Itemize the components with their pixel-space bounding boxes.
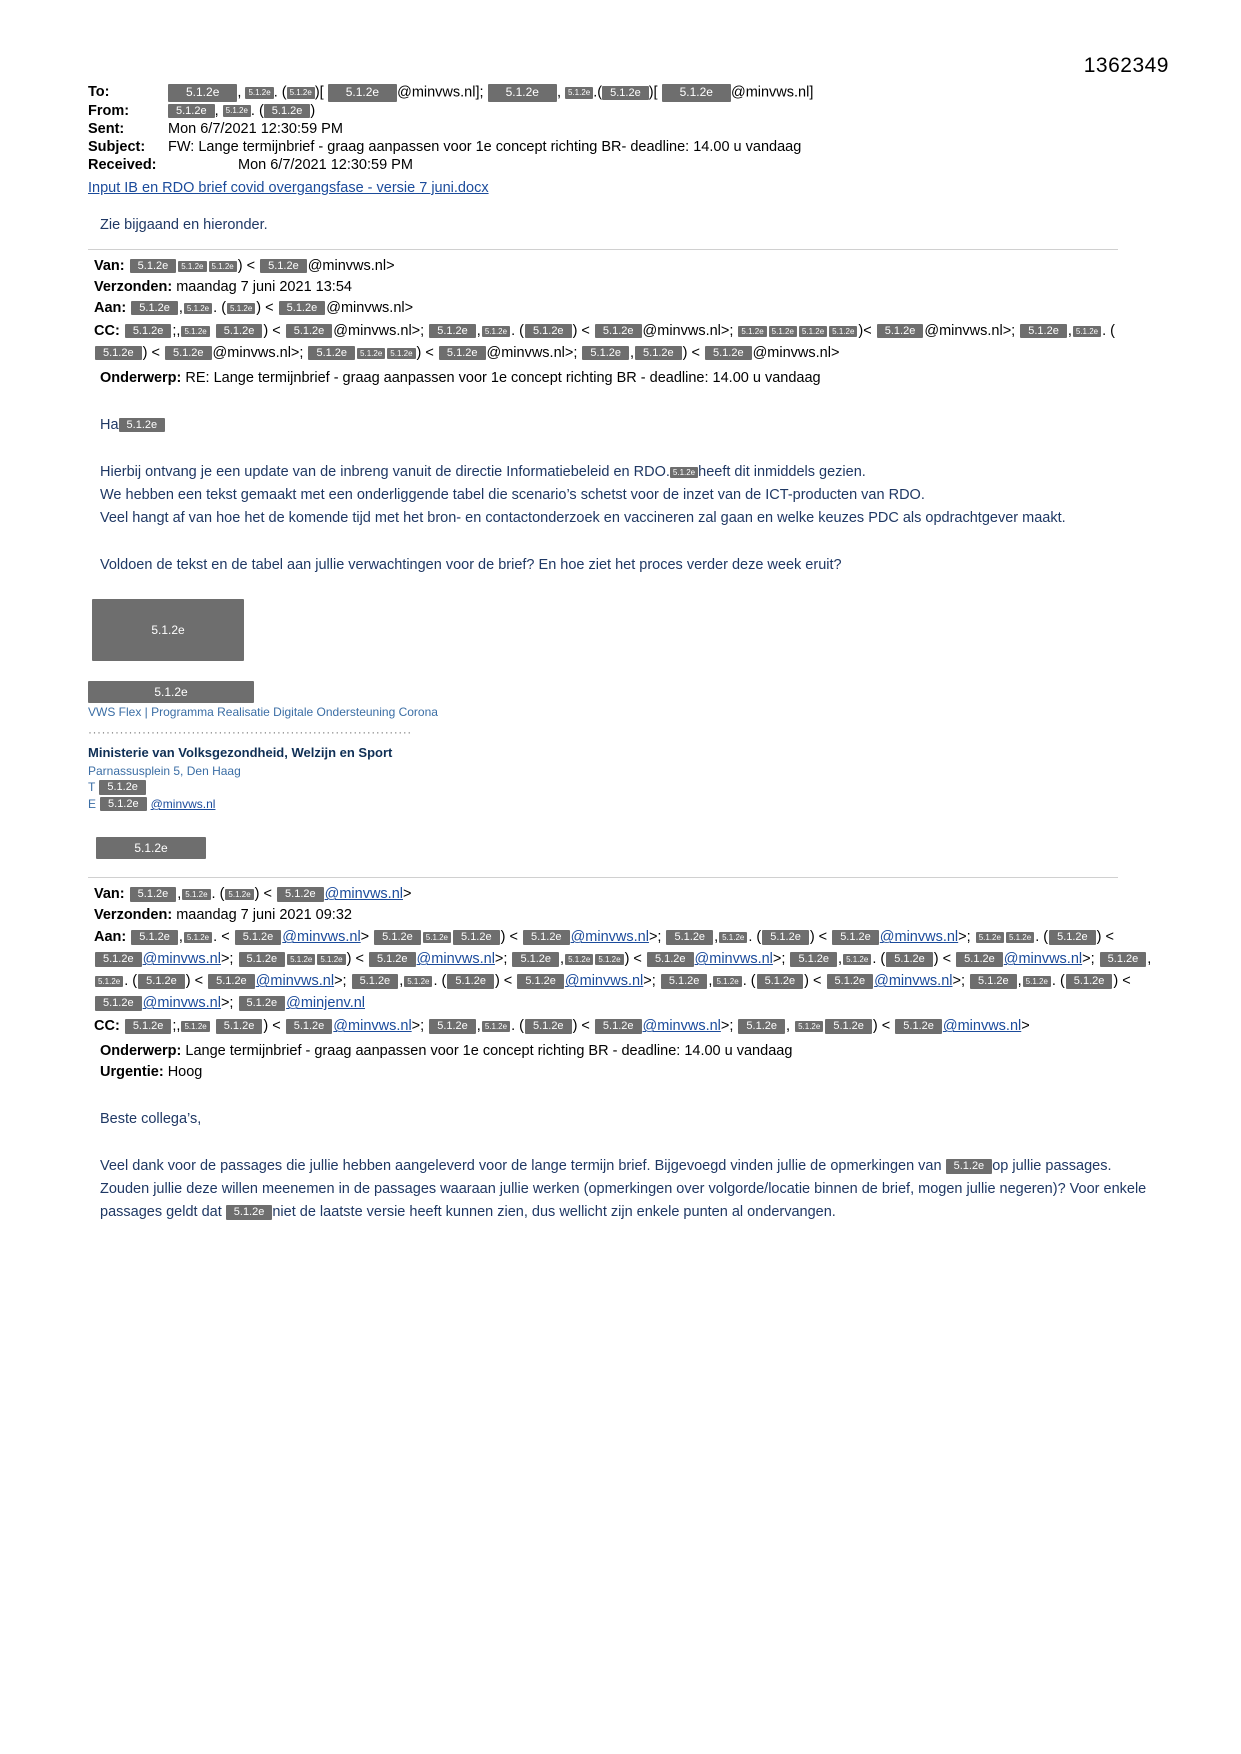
email-header	[88, 84, 1088, 175]
redaction: 5.1.2e	[100, 797, 147, 812]
redaction: 5.1.2e	[95, 346, 142, 361]
domain[interactable]: @minvws.nl	[142, 951, 221, 968]
redaction: 5.1.2e	[595, 1019, 642, 1034]
redaction: 5.1.2e	[287, 87, 315, 98]
subject-label: Subject:	[88, 138, 146, 155]
paragraph-5-text-a: Veel dank voor de passages die jullie hebben aangeleverd voor de lange termijn brief. Bijgevoegd vinden jullie de opmerkingen van	[100, 1158, 942, 1175]
redaction: 5.1.2e	[287, 954, 315, 965]
email-body	[88, 205, 1158, 1224]
onderwerp-line-1	[94, 369, 1158, 388]
sent-value: Mon 6/7/2021 12:30:59 PM	[168, 120, 343, 137]
redaction: 5.1.2e	[131, 930, 178, 945]
redaction: 5.1.2e	[886, 952, 933, 967]
onderwerp-value: Lange termijnbrief - graag aanpassen voor 1e concept richting BR - deadline: 14.00 u vandaag	[185, 1043, 793, 1060]
redaction: 5.1.2e	[131, 301, 178, 316]
verzonden-label: Verzonden:	[94, 907, 173, 924]
urgentie-value: Hoog	[167, 1064, 203, 1081]
redaction: 5.1.2e	[235, 930, 282, 945]
domain: @minvws.nl	[307, 258, 387, 274]
redaction: 5.1.2e	[184, 932, 212, 943]
redaction: 5.1.2e	[790, 952, 837, 967]
quoted-header-1	[88, 256, 1158, 388]
redaction: 5.1.2e	[666, 930, 713, 945]
onderwerp-label: Onderwerp:	[100, 1043, 182, 1060]
redaction: 5.1.2e	[125, 1019, 172, 1034]
redaction: 5.1.2e	[423, 932, 451, 943]
redaction: 5.1.2e	[488, 84, 557, 102]
signature-phone	[88, 780, 1158, 795]
to-value: 5.1.2e , 5.1.2e . ( 5.1.2e )[ 5.1.2e @minvws.nl]; 5.1.2e , 5.1.2e .( 5.1.2e )[ 5.1.2e @minvws.nl]	[168, 84, 1088, 102]
van-label: Van:	[94, 886, 125, 903]
redaction: 5.1.2e	[277, 887, 324, 902]
redaction: 5.1.2e	[1023, 976, 1051, 987]
domain[interactable]: @minvws.nl	[282, 929, 361, 946]
domain: @minvws.nl	[333, 323, 412, 339]
redaction: 5.1.2e	[877, 324, 924, 339]
to-domain-1: @minvws.nl];	[397, 84, 484, 101]
redaction: 5.1.2e	[286, 1019, 333, 1034]
paragraph-4: Voldoen de tekst en de tabel aan jullie verwachtingen voor de brief? En hoe ziet het proces verder deze week eruit?	[100, 557, 842, 573]
redaction: 5.1.2e	[95, 996, 142, 1011]
domain[interactable]: @minvws.nl	[255, 973, 335, 990]
redaction: 5.1.2e	[825, 1019, 872, 1034]
document-number: 1362349	[1083, 54, 1169, 77]
redaction: 5.1.2e	[647, 952, 694, 967]
van-line-1: Van: 5.1.2e 5.1.2e 5.1.2e ) < 5.1.2e @minvws.nl>	[94, 258, 395, 274]
divider	[88, 877, 1118, 878]
redaction: 5.1.2e	[602, 86, 649, 101]
signature-divider: ········································································	[88, 725, 412, 739]
divider	[88, 249, 1118, 250]
signature-ministry: Ministerie van Volksgezondheid, Welzijn en Sport	[88, 745, 393, 760]
verzonden-line-2	[94, 906, 1158, 925]
redaction: 5.1.2e	[512, 952, 559, 967]
cc-line-1: CC: 5.1.2e ;, 5.1.2e 5.1.2e ) < 5.1.2e @minvws.nl>; 5.1.2e , 5.1.2e . ( 5.1.2e ) < 5.1.2e @minvws.nl>; 5.1.2e 5.1.2e 5.1.2e 5.1.2e )< 5.1.2e @minvws.nl>; 5.1.2e , 5.1.2e . (5.1.2e ) < 5.1.2e @minvws.nl>; 5.1.2e 5.1.2e 5.1.2e ) < 5.1.2e @minvws.nl>; 5.1.2e , 5.1.2e ) < 5.1.2e @minvws.nl>	[94, 323, 1116, 361]
email-label: E	[88, 796, 97, 811]
to-label: To:	[88, 84, 110, 100]
signature-org: VWS Flex | Programma Realisatie Digitale Ondersteuning Corona	[88, 705, 438, 719]
redaction: 5.1.2e	[799, 326, 827, 337]
domain: @minvws.nl	[752, 345, 831, 361]
from-label: From:	[88, 102, 130, 119]
header-row-to	[88, 84, 1088, 102]
redaction-logo: 5.1.2e	[96, 837, 206, 859]
header-row-received	[88, 157, 1088, 174]
paragraph-1-text-a: Hierbij ontvang je een update van de inbreng vanuit de directie Informatiebeleid en RDO.	[100, 464, 670, 480]
redaction: 5.1.2e	[895, 1019, 942, 1034]
from-value: 5.1.2e , 5.1.2e . ( 5.1.2e )	[168, 103, 1088, 120]
redaction: 5.1.2e	[223, 105, 251, 116]
redaction: 5.1.2e	[1020, 324, 1067, 339]
redaction: 5.1.2e	[523, 930, 570, 945]
redaction: 5.1.2e	[635, 346, 682, 361]
redaction: 5.1.2e	[208, 974, 255, 989]
domain[interactable]: @minvws.nl	[642, 1018, 721, 1035]
van-line-2: Van: 5.1.2e , 5.1.2e . ( 5.1.2e ) < 5.1.2e @minvws.nl>	[94, 886, 412, 903]
redaction: 5.1.2e	[216, 1019, 263, 1034]
redaction: 5.1.2e	[482, 1021, 510, 1032]
redaction: 5.1.2e	[525, 324, 572, 339]
redaction: 5.1.2e	[738, 1019, 785, 1034]
redaction: 5.1.2e	[661, 974, 708, 989]
domain: @minvws.nl	[924, 323, 1003, 339]
quoted-header-2	[88, 884, 1158, 1082]
domain[interactable]: @minvws.nl	[694, 951, 773, 968]
redaction: 5.1.2e	[130, 259, 177, 274]
verzonden-line-1	[94, 278, 1158, 297]
onderwerp-label: Onderwerp:	[100, 370, 182, 386]
redaction: 5.1.2e	[95, 952, 142, 967]
domain[interactable]: @minvws.nl	[879, 929, 959, 946]
redaction: 5.1.2e	[119, 418, 166, 433]
redaction: 5.1.2e	[705, 346, 752, 361]
redaction: 5.1.2e	[374, 930, 421, 945]
urgentie-label: Urgentie:	[100, 1064, 164, 1081]
onderwerp-value: RE: Lange termijnbrief - graag aanpassen voor 1e concept richting BR - deadline: 14.00 u vandaag	[185, 370, 821, 386]
redaction-image: 5.1.2e	[92, 599, 244, 661]
redaction: 5.1.2e	[439, 346, 486, 361]
redaction: 5.1.2e	[181, 326, 209, 337]
redaction: 5.1.2e	[582, 346, 629, 361]
paragraph-1-text-b: heeft dit inmiddels gezien.	[698, 464, 866, 480]
subject-value: FW: Lange termijnbrief - graag aanpassen voor 1e concept richting BR- deadline: 14.00 u vandaag	[168, 138, 802, 155]
redaction: 5.1.2e	[595, 954, 623, 965]
domain: @minvws.nl	[642, 323, 721, 339]
greeting-2: Beste collega’s,	[100, 1111, 202, 1128]
cc-line-2: CC: 5.1.2e ;, 5.1.2e 5.1.2e ) < 5.1.2e @minvws.nl>; 5.1.2e , 5.1.2e . ( 5.1.2e ) < 5.1.2e @minvws.nl>; 5.1.2e , 5.1.2e 5.1.2e ) < 5.1.2e @minvws.nl>	[94, 1018, 1030, 1035]
redaction: 5.1.2e	[328, 84, 397, 102]
redaction: 5.1.2e	[279, 301, 326, 316]
domain[interactable]: @minvws.nl	[1003, 951, 1083, 968]
attachment-link[interactable]: Input IB en RDO brief covid overgangsfase - versie 7 juni.docx	[88, 180, 489, 196]
aan-line-2: Aan: 5.1.2e , 5.1.2e . < 5.1.2e @minvws.nl> 5.1.2e 5.1.2e 5.1.2e ) < 5.1.2e @minvws.nl>; 5.1.2e , 5.1.2e . ( 5.1.2e ) < 5.1.2e @minvws.nl>; 5.1.2e 5.1.2e . ( 5.1.2e ) < 5.1.2e @minvws.nl>; 5.1.2e 5.1.2e 5.1.2e ) < 5.1.2e @minvws.nl>; 5.1.2e , 5.1.2e 5.1.2e ) < 5.1.2e @minvws.nl>; 5.1.2e , 5.1.2e . ( 5.1.2e ) < 5.1.2e @minvws.nl>; 5.1.2e ,5.1.2e . ( 5.1.2e ) < 5.1.2e @minvws.nl>; 5.1.2e , 5.1.2e . ( 5.1.2e ) < 5.1.2e @minvws.nl>; 5.1.2e , 5.1.2e . ( 5.1.2e ) < 5.1.2e @minvws.nl>; 5.1.2e , 5.1.2e . ( 5.1.2e ) < 5.1.2e @minvws.nl>; 5.1.2e @minjenv.nl	[94, 929, 1152, 1012]
greeting-text: Ha	[100, 417, 119, 433]
redaction: 5.1.2e	[517, 974, 564, 989]
redaction: 5.1.2e	[357, 348, 385, 359]
onderwerp-line-2	[94, 1042, 1158, 1061]
domain[interactable]: @minvws.nl	[564, 973, 644, 990]
aan-label: Aan:	[94, 929, 127, 946]
paragraph-5-text-b: op jullie passages. Zouden jullie deze willen meenemen in de passages waaraan jullie werken (opmerkingen over volgorde/locatie binnen de brief, mogen jullie negeren)? Voor enkele passages geldt dat	[100, 1158, 1147, 1221]
redaction: 5.1.2e	[404, 976, 432, 987]
redaction: 5.1.2e	[209, 261, 237, 272]
redaction: 5.1.2e	[227, 303, 255, 314]
redaction: 5.1.2e	[525, 1019, 572, 1034]
verzonden-value: maandag 7 juni 2021 13:54	[176, 279, 352, 295]
redaction: 5.1.2e	[719, 932, 747, 943]
redaction: 5.1.2e	[565, 87, 593, 98]
aan-line-1: Aan: 5.1.2e , 5.1.2e . ( 5.1.2e ) < 5.1.2e @minvws.nl>	[94, 300, 414, 316]
redaction: 5.1.2e	[239, 996, 286, 1011]
paragraph-5-text-c: niet de laatste versie heeft kunnen zien, dus wellicht zijn enkele punten al ondervangen.	[272, 1204, 836, 1221]
redaction: 5.1.2e	[260, 259, 307, 274]
signature-email	[88, 797, 1158, 812]
redaction: 5.1.2e	[138, 974, 185, 989]
intro-text: Zie bijgaand en hieronder.	[100, 217, 268, 233]
domain-jenv[interactable]: @minjenv.nl	[286, 995, 366, 1012]
signature-address: Parnassusplein 5, Den Haag	[88, 764, 241, 778]
cc-label: CC:	[94, 323, 120, 339]
greeting-1	[88, 414, 1158, 437]
redaction: 5.1.2e	[946, 1159, 993, 1174]
redaction: 5.1.2e	[429, 324, 476, 339]
redaction: 5.1.2e	[738, 326, 766, 337]
redaction: 5.1.2e	[843, 954, 871, 965]
redaction: 5.1.2e	[453, 930, 500, 945]
domain[interactable]: @minvws.nl	[874, 973, 953, 990]
redaction: 5.1.2e	[264, 104, 311, 119]
redaction: 5.1.2e	[832, 930, 879, 945]
redaction: 5.1.2e	[182, 889, 210, 900]
domain[interactable]: @minvws.nl	[324, 886, 403, 903]
paragraph-5	[88, 1155, 1158, 1224]
header-row-subject	[88, 139, 1088, 156]
redaction: 5.1.2e	[970, 974, 1017, 989]
redaction: 5.1.2e	[308, 346, 355, 361]
redaction: 5.1.2e	[429, 1019, 476, 1034]
domain[interactable]: @minvws.nl	[333, 1018, 412, 1035]
redaction: 5.1.2e	[1006, 932, 1034, 943]
redaction: 5.1.2e	[976, 932, 1004, 943]
to-domain-2: @minvws.nl]	[730, 84, 814, 101]
verzonden-label: Verzonden:	[94, 279, 173, 295]
redaction: 5.1.2e	[482, 326, 510, 337]
redaction: 5.1.2e	[184, 303, 212, 314]
redaction: 5.1.2e	[130, 887, 177, 902]
paragraph-1	[88, 461, 1158, 484]
sent-label: Sent:	[88, 120, 125, 137]
redaction: 5.1.2e	[216, 324, 263, 339]
aan-label: Aan:	[94, 300, 127, 316]
redaction: 5.1.2e	[168, 84, 237, 102]
signature-email-domain[interactable]: @minvws.nl	[150, 796, 216, 811]
domain[interactable]: @minvws.nl	[142, 995, 221, 1012]
domain[interactable]: @minvws.nl	[942, 1018, 1022, 1035]
redaction: 5.1.2e	[245, 87, 273, 98]
paragraph-2: We hebben een tekst gemaakt met een onderliggende tabel die scenario’s schetst voor de inzet van de ICT-producten van RDO.	[100, 487, 925, 503]
header-row-from	[88, 103, 1088, 120]
redaction: 5.1.2e	[595, 324, 642, 339]
redaction: 5.1.2e	[827, 974, 874, 989]
redaction: 5.1.2e	[757, 974, 804, 989]
redaction: 5.1.2e	[769, 326, 797, 337]
redaction: 5.1.2e	[225, 889, 253, 900]
redaction: 5.1.2e	[762, 930, 809, 945]
phone-label: T	[88, 780, 96, 795]
redaction: 5.1.2e	[713, 976, 741, 987]
received-label: Received:	[88, 156, 157, 173]
redaction: 5.1.2e	[1066, 974, 1113, 989]
received-value: Mon 6/7/2021 12:30:59 PM	[238, 156, 413, 173]
domain[interactable]: @minvws.nl	[570, 929, 649, 946]
redaction: 5.1.2e	[178, 261, 206, 272]
redaction-signature-name: 5.1.2e	[88, 681, 254, 703]
urgentie-line	[94, 1063, 1158, 1082]
redaction: 5.1.2e	[165, 346, 212, 361]
redaction: 5.1.2e	[226, 1205, 273, 1220]
redaction: 5.1.2e	[181, 1021, 209, 1032]
redaction: 5.1.2e	[662, 84, 731, 102]
redaction: 5.1.2e	[1073, 326, 1101, 337]
redaction: 5.1.2e	[1049, 930, 1096, 945]
domain: @minvws.nl	[212, 345, 291, 361]
redaction: 5.1.2e	[1100, 952, 1147, 967]
redaction: 5.1.2e	[286, 324, 333, 339]
cc-label: CC:	[94, 1018, 120, 1035]
redaction: 5.1.2e	[387, 348, 415, 359]
redaction: 5.1.2e	[795, 1021, 823, 1032]
redaction: 5.1.2e	[447, 974, 494, 989]
verzonden-value: maandag 7 juni 2021 09:32	[176, 907, 352, 924]
van-label: Van:	[94, 258, 125, 274]
redaction: 5.1.2e	[352, 974, 399, 989]
header-row-sent	[88, 121, 1088, 138]
redaction: 5.1.2e	[670, 467, 698, 478]
redaction: 5.1.2e	[369, 952, 416, 967]
redaction: 5.1.2e	[239, 952, 286, 967]
redaction: 5.1.2e	[829, 326, 857, 337]
redaction: 5.1.2e	[125, 324, 172, 339]
redaction: 5.1.2e	[956, 952, 1003, 967]
redaction: 5.1.2e	[565, 954, 593, 965]
domain: @minvws.nl	[486, 345, 565, 361]
redaction: 5.1.2e	[95, 976, 123, 987]
domain: @minvws.nl	[326, 300, 405, 316]
redaction: 5.1.2e	[317, 954, 345, 965]
paragraph-3: Veel hangt af van hoe het de komende tijd met het bron- en contactonderzoek en vaccineren zal gaan en welke keuzes PDC als opdrachtgever maakt.	[100, 510, 1066, 526]
redaction: 5.1.2e	[168, 104, 215, 119]
redaction: 5.1.2e	[99, 780, 146, 795]
domain[interactable]: @minvws.nl	[416, 951, 495, 968]
